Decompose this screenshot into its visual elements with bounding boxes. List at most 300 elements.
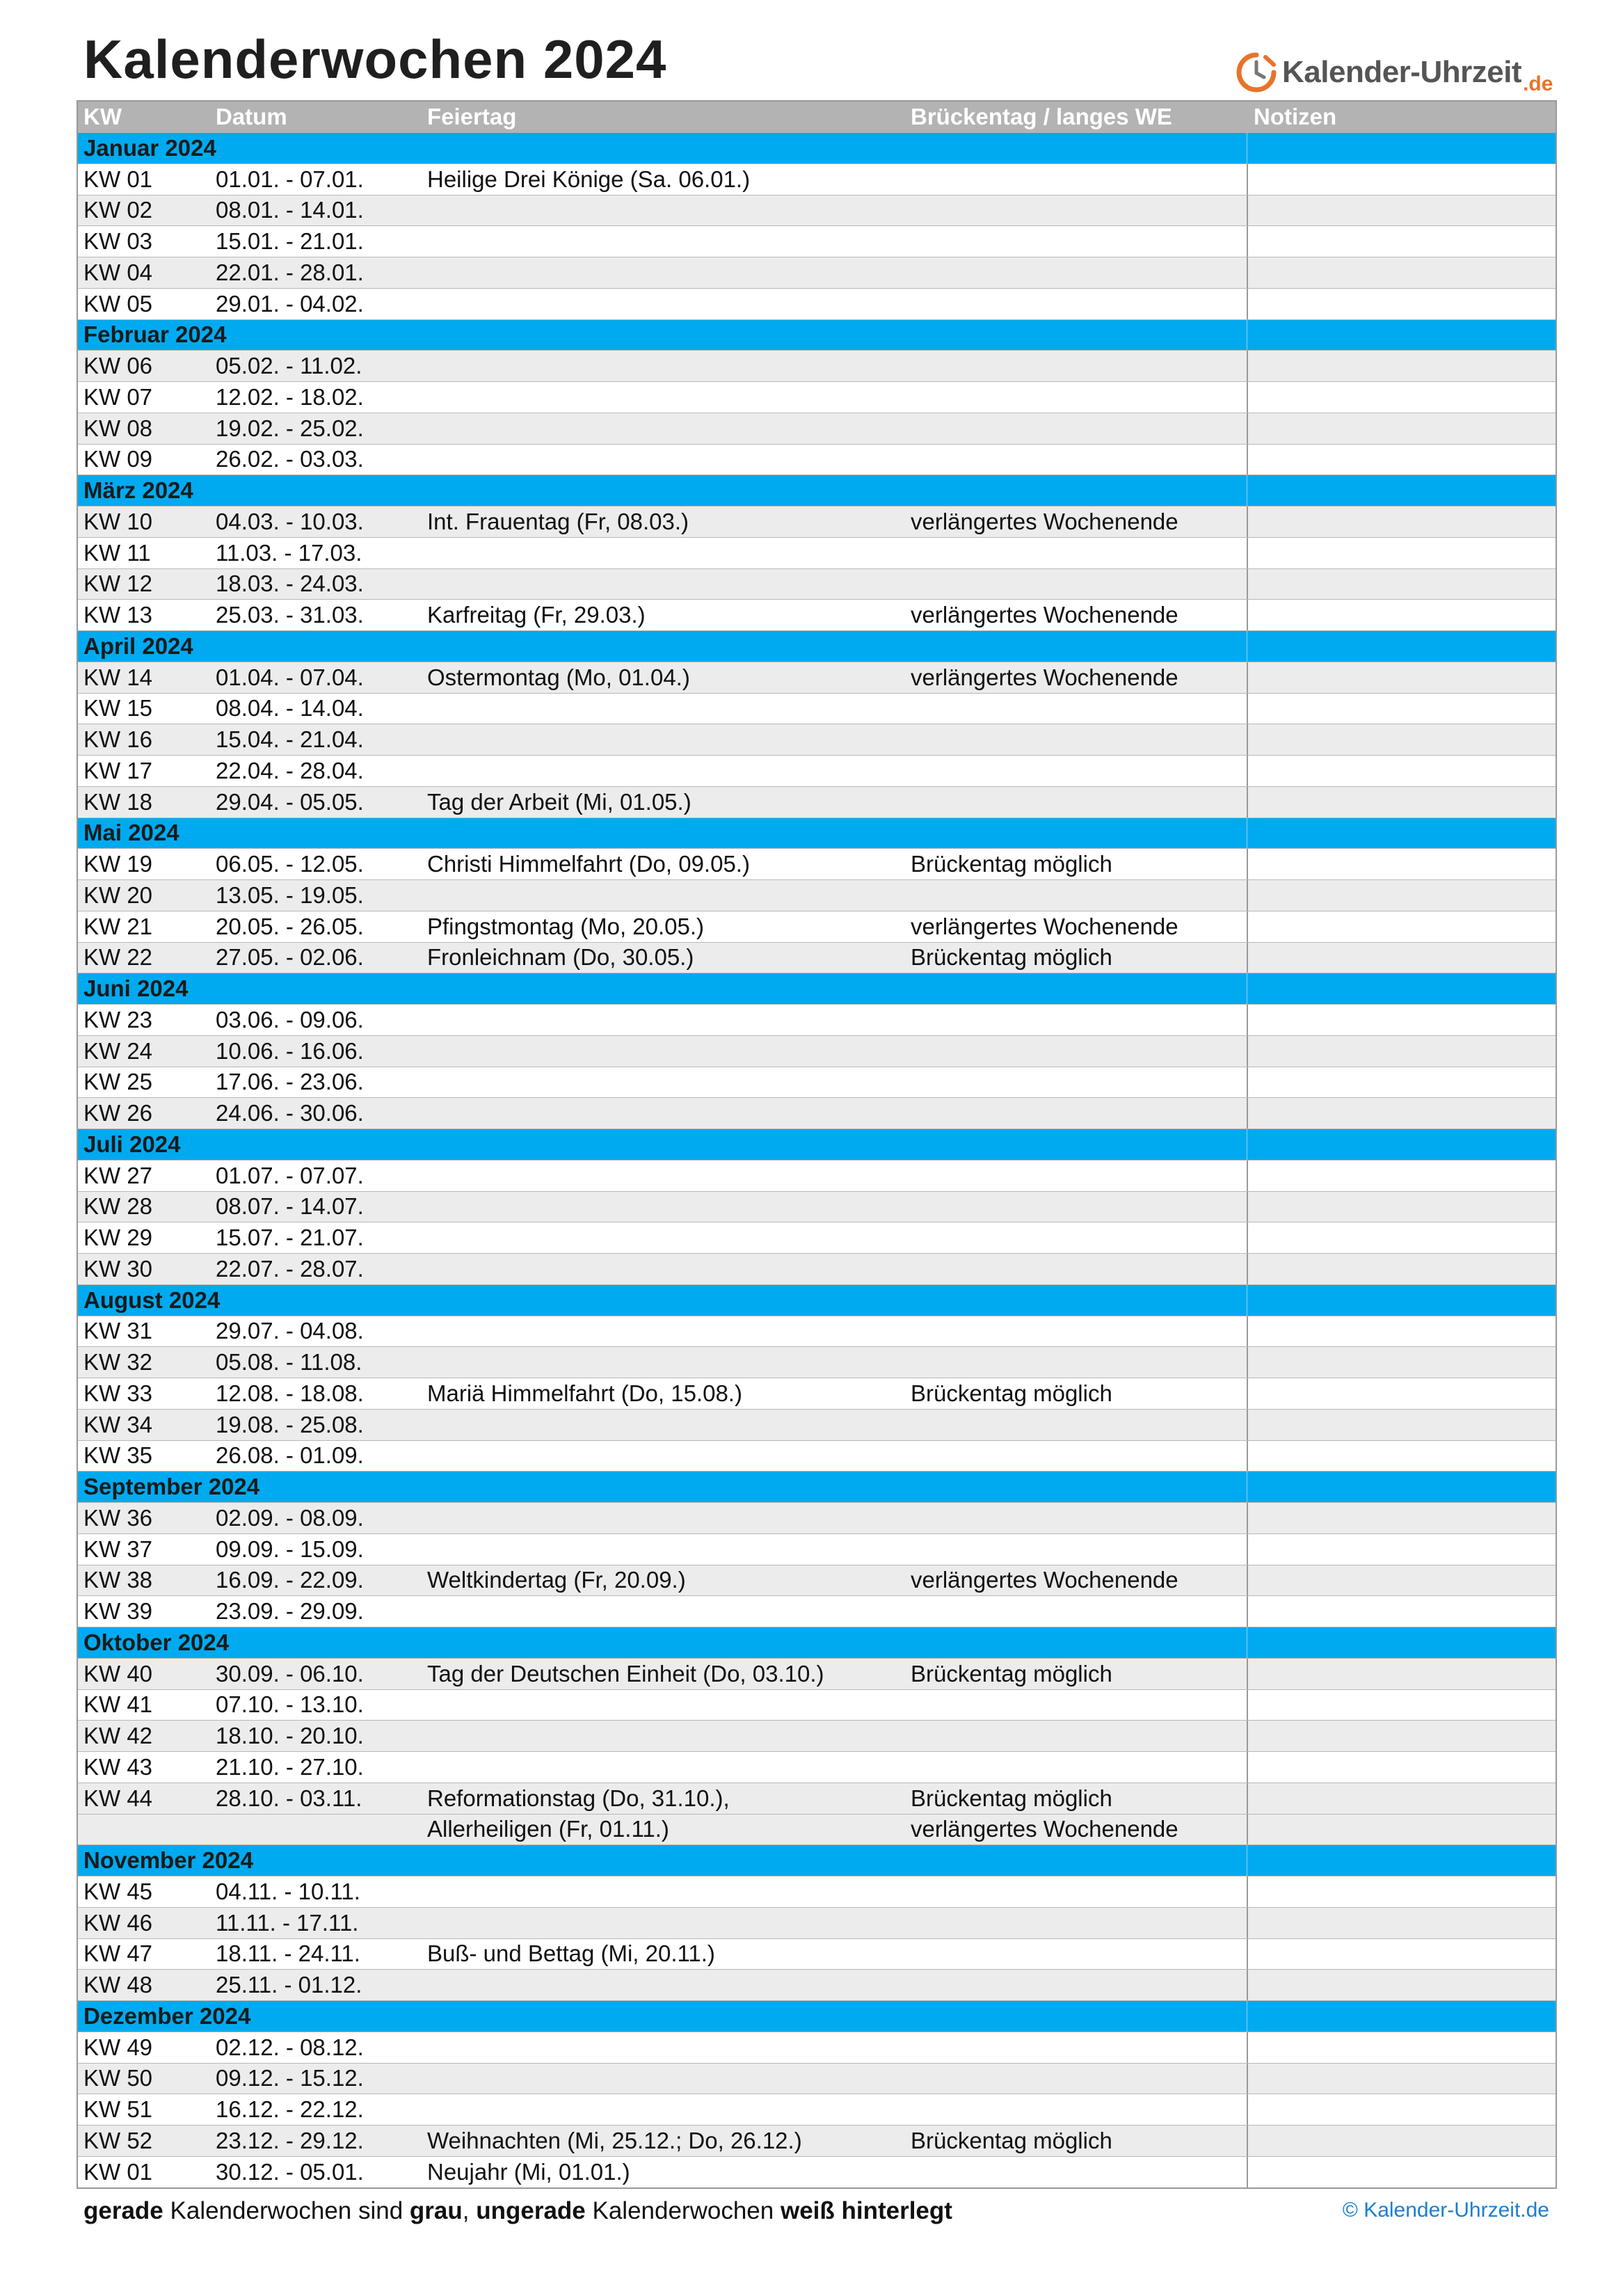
notes-cell xyxy=(1247,631,1556,662)
week-number: KW 18 xyxy=(83,788,153,815)
week-number: KW 25 xyxy=(83,1069,153,1095)
month-band xyxy=(78,1627,1556,1658)
week-number: KW 42 xyxy=(83,1723,153,1749)
table-row xyxy=(78,1876,1556,1907)
week-number: KW 07 xyxy=(83,383,153,410)
holiday-cell: Weltkindertag (Fr, 20.09.) xyxy=(427,1567,686,1593)
notes-cell[interactable] xyxy=(1247,1815,1556,1845)
week-number: KW 30 xyxy=(83,1255,153,1282)
holiday-cell: Heilige Drei Könige (Sa. 06.01.) xyxy=(427,166,751,192)
table-row xyxy=(78,1222,1556,1253)
month-band xyxy=(78,475,1556,506)
table-row xyxy=(78,1316,1556,1347)
bridge-day-cell: Brückentag möglich xyxy=(911,1380,1112,1406)
notes-cell[interactable] xyxy=(1247,2126,1556,2156)
week-number: KW 52 xyxy=(83,2127,153,2153)
copyright-link[interactable]: © Kalender-Uhrzeit.de xyxy=(1342,2199,1549,2222)
notes-cell[interactable] xyxy=(1247,880,1556,911)
table-row xyxy=(78,1067,1556,1098)
bridge-day-cell: verlängertes Wochenende xyxy=(911,913,1178,939)
holiday-cell: Pfingstmontag (Mo, 20.05.) xyxy=(427,913,705,939)
table-row xyxy=(78,662,1556,693)
notes-cell[interactable] xyxy=(1247,724,1556,755)
date-range: 13.05. - 19.05. xyxy=(216,882,364,908)
notes-cell[interactable] xyxy=(1247,1970,1556,2000)
bridge-day-cell: verlängertes Wochenende xyxy=(911,1816,1178,1842)
date-range: 21.10. - 27.10. xyxy=(216,1753,364,1780)
week-number: KW 01 xyxy=(83,2158,153,2185)
notes-cell[interactable] xyxy=(1247,164,1556,195)
week-number: KW 09 xyxy=(83,446,153,472)
page-title: Kalenderwochen 2024 xyxy=(83,29,667,90)
notes-cell[interactable] xyxy=(1247,1410,1556,1440)
notes-cell[interactable] xyxy=(1247,1067,1556,1098)
table-row xyxy=(78,786,1556,818)
notes-cell[interactable] xyxy=(1247,1005,1556,1035)
week-number: KW 08 xyxy=(83,415,153,441)
notes-cell[interactable] xyxy=(1247,538,1556,568)
table-row xyxy=(78,1720,1556,1751)
notes-cell[interactable] xyxy=(1247,2157,1556,2187)
week-number: KW 44 xyxy=(83,1785,153,1811)
table-row xyxy=(78,1533,1556,1565)
date-range: 02.09. - 08.09. xyxy=(216,1504,364,1531)
month-label: November 2024 xyxy=(83,1847,253,1874)
month-band xyxy=(78,132,1556,164)
date-range: 18.10. - 20.10. xyxy=(216,1723,364,1749)
date-range: 22.01. - 28.01. xyxy=(216,259,364,285)
month-band xyxy=(78,630,1556,662)
week-number: KW 21 xyxy=(83,913,153,939)
week-number: KW 40 xyxy=(83,1660,153,1687)
month-label: Oktober 2024 xyxy=(83,1629,230,1655)
notes-cell[interactable] xyxy=(1247,445,1556,475)
table-row xyxy=(78,693,1556,724)
date-range: 11.03. - 17.03. xyxy=(216,539,362,566)
month-band xyxy=(78,818,1556,849)
table-row xyxy=(78,1595,1556,1627)
notes-cell[interactable] xyxy=(1247,289,1556,319)
date-range: 15.01. - 21.01. xyxy=(216,228,364,255)
week-number: KW 04 xyxy=(83,259,153,285)
month-band xyxy=(78,2000,1556,2032)
notes-cell[interactable] xyxy=(1247,1596,1556,1627)
table-row xyxy=(78,506,1556,537)
date-range: 01.04. - 07.04. xyxy=(216,664,364,690)
header-kw: KW xyxy=(83,104,122,129)
date-range: 02.12. - 08.12. xyxy=(216,2034,364,2060)
table-row xyxy=(78,413,1556,444)
notes-cell[interactable] xyxy=(1247,1659,1556,1689)
month-label: März 2024 xyxy=(83,477,193,504)
date-range: 23.12. - 29.12. xyxy=(216,2127,364,2153)
legend-text-2: , xyxy=(462,2197,477,2224)
week-number: KW 45 xyxy=(83,1878,153,1904)
week-number: KW 06 xyxy=(83,353,153,379)
notes-cell[interactable] xyxy=(1247,1503,1556,1533)
notes-cell[interactable] xyxy=(1247,911,1556,942)
date-range: 23.09. - 29.09. xyxy=(216,1598,364,1625)
table-row xyxy=(78,724,1556,755)
week-number: KW 46 xyxy=(83,1909,153,1936)
holiday-cell: Tag der Deutschen Einheit (Do, 03.10.) xyxy=(427,1660,824,1687)
notes-cell xyxy=(1247,475,1556,506)
table-row xyxy=(78,537,1556,568)
table-row xyxy=(78,288,1556,319)
notes-cell[interactable] xyxy=(1247,351,1556,381)
holiday-cell: Reformationstag (Do, 31.10.), xyxy=(427,1785,730,1811)
month-label: September 2024 xyxy=(83,1474,260,1500)
table-row xyxy=(78,2094,1556,2125)
week-number: KW 23 xyxy=(83,1006,153,1033)
table-row xyxy=(78,1346,1556,1378)
notes-cell xyxy=(1247,1129,1556,1160)
bridge-day-cell: Brückentag möglich xyxy=(911,1660,1112,1687)
date-range: 04.11. - 10.11. xyxy=(216,1878,360,1904)
holiday-cell: Weihnachten (Mi, 25.12.; Do, 26.12.) xyxy=(427,2127,802,2153)
date-range: 20.05. - 26.05. xyxy=(216,913,364,939)
notes-cell[interactable] xyxy=(1247,694,1556,724)
week-number: KW 02 xyxy=(83,197,153,223)
notes-cell[interactable] xyxy=(1247,1192,1556,1222)
week-number: KW 22 xyxy=(83,944,153,971)
week-number: KW 39 xyxy=(83,1598,153,1625)
table-row xyxy=(78,1035,1556,1067)
table-row xyxy=(78,1440,1556,1472)
date-range: 25.11. - 01.12. xyxy=(216,1972,362,1998)
date-range: 28.10. - 03.11. xyxy=(216,1785,362,1811)
table-row xyxy=(78,1502,1556,1533)
table-row xyxy=(78,1565,1556,1596)
table-row xyxy=(78,1907,1556,1938)
bridge-day-cell: Brückentag möglich xyxy=(911,851,1112,877)
date-range: 08.04. - 14.04. xyxy=(216,695,364,722)
legend-text-3: Kalenderwochen xyxy=(585,2197,781,2224)
notes-cell[interactable] xyxy=(1247,257,1556,288)
month-band xyxy=(78,1471,1556,1502)
logo-text: Kalender-Uhrzeit xyxy=(1282,55,1522,89)
legend-white: weiß hinterlegt xyxy=(780,2197,952,2224)
holiday-cell: Ostermontag (Mo, 01.04.) xyxy=(427,664,690,690)
notes-cell[interactable] xyxy=(1247,507,1556,537)
date-range: 08.07. - 14.07. xyxy=(216,1193,364,1220)
week-number: KW 36 xyxy=(83,1504,153,1531)
table-row xyxy=(78,1004,1556,1035)
month-label: Dezember 2024 xyxy=(83,2002,251,2029)
week-number: KW 13 xyxy=(83,602,153,628)
holiday-cell: Allerheiligen (Fr, 01.11.) xyxy=(427,1816,669,1842)
date-range: 29.01. - 04.02. xyxy=(216,290,364,317)
notes-cell[interactable] xyxy=(1247,2094,1556,2125)
table-row xyxy=(78,1969,1556,2000)
table-row xyxy=(78,1689,1556,1721)
date-range: 17.06. - 23.06. xyxy=(216,1069,364,1095)
header-holiday: Feiertag xyxy=(427,104,517,129)
date-range: 22.04. - 28.04. xyxy=(216,757,364,783)
table-row xyxy=(78,257,1556,288)
date-range: 04.03. - 10.03. xyxy=(216,508,364,534)
week-number: KW 27 xyxy=(83,1162,153,1188)
date-range: 18.11. - 24.11. xyxy=(216,1940,360,1967)
date-range: 10.06. - 16.06. xyxy=(216,1037,364,1064)
date-range: 01.01. - 07.01. xyxy=(216,166,364,192)
week-number: KW 29 xyxy=(83,1225,153,1251)
week-number: KW 43 xyxy=(83,1753,153,1780)
date-range: 27.05. - 02.06. xyxy=(216,944,364,971)
holiday-cell: Int. Frauentag (Fr, 08.03.) xyxy=(427,508,689,534)
header-date: Datum xyxy=(216,104,287,129)
date-range: 11.11. - 17.11. xyxy=(216,1909,359,1936)
date-range: 26.08. - 01.09. xyxy=(216,1442,364,1469)
week-number: KW 32 xyxy=(83,1349,153,1376)
notes-cell[interactable] xyxy=(1247,226,1556,257)
notes-cell[interactable] xyxy=(1247,1876,1556,1907)
notes-cell[interactable] xyxy=(1247,1347,1556,1378)
week-number: KW 01 xyxy=(83,166,153,192)
notes-cell xyxy=(1247,818,1556,849)
date-range: 30.12. - 05.01. xyxy=(216,2158,364,2185)
date-range: 25.03. - 31.03. xyxy=(216,602,364,628)
bridge-day-cell: Brückentag möglich xyxy=(911,944,1112,971)
date-range: 15.04. - 21.04. xyxy=(216,726,364,753)
date-range: 22.07. - 28.07. xyxy=(216,1255,364,1282)
bridge-day-cell: verlängertes Wochenende xyxy=(911,602,1178,628)
holiday-cell: Buß- und Bettag (Mi, 20.11.) xyxy=(427,1940,715,1967)
month-label: Februar 2024 xyxy=(83,321,227,348)
notes-cell[interactable] xyxy=(1247,196,1556,226)
notes-cell xyxy=(1247,133,1556,164)
date-range: 24.06. - 30.06. xyxy=(216,1100,364,1126)
week-number: KW 50 xyxy=(83,2065,153,2091)
notes-cell[interactable] xyxy=(1247,1316,1556,1347)
month-label: Juni 2024 xyxy=(83,975,189,1002)
notes-cell[interactable] xyxy=(1247,849,1556,879)
clock-logo-icon xyxy=(1235,51,1278,94)
week-number: KW 49 xyxy=(83,2034,153,2060)
table-row xyxy=(78,1160,1556,1191)
legend-text-1: Kalenderwochen sind xyxy=(163,2197,410,2224)
month-band xyxy=(78,1844,1556,1876)
week-number: KW 17 xyxy=(83,757,153,783)
table-row xyxy=(78,1658,1556,1689)
week-number: KW 03 xyxy=(83,228,153,255)
table-row xyxy=(78,381,1556,413)
notes-cell[interactable] xyxy=(1247,1161,1556,1191)
table-header xyxy=(78,100,1556,132)
notes-cell[interactable] xyxy=(1247,569,1556,600)
notes-cell[interactable] xyxy=(1247,1222,1556,1253)
legend-even: gerade xyxy=(83,2197,163,2224)
table-row xyxy=(78,848,1556,879)
date-range: 26.02. - 03.03. xyxy=(216,446,364,472)
week-number: KW 37 xyxy=(83,1536,153,1562)
table-row xyxy=(78,1814,1556,1845)
notes-cell[interactable] xyxy=(1247,413,1556,444)
holiday-cell: Tag der Arbeit (Mi, 01.05.) xyxy=(427,788,691,815)
date-range: 12.08. - 18.08. xyxy=(216,1380,364,1406)
notes-cell xyxy=(1247,1472,1556,1502)
week-number: KW 24 xyxy=(83,1037,153,1064)
calendar-weeks-table xyxy=(77,100,1557,2189)
date-range: 09.12. - 15.12. xyxy=(216,2065,364,2091)
notes-cell[interactable] xyxy=(1247,1690,1556,1721)
table-row xyxy=(78,225,1556,257)
notes-cell[interactable] xyxy=(1247,1783,1556,1814)
month-band xyxy=(78,319,1556,351)
notes-cell[interactable] xyxy=(1247,1565,1556,1596)
notes-cell[interactable] xyxy=(1247,787,1556,818)
table-row xyxy=(78,568,1556,600)
notes-cell xyxy=(1247,973,1556,1004)
holiday-cell: Fronleichnam (Do, 30.05.) xyxy=(427,944,694,971)
month-label: Mai 2024 xyxy=(83,820,179,846)
table-row xyxy=(78,2156,1556,2187)
week-number: KW 33 xyxy=(83,1380,153,1406)
date-range: 30.09. - 06.10. xyxy=(216,1660,364,1687)
month-label: Juli 2024 xyxy=(83,1131,181,1157)
week-number: KW 47 xyxy=(83,1940,153,1967)
week-number: KW 35 xyxy=(83,1442,153,1469)
date-range: 29.04. - 05.05. xyxy=(216,788,364,815)
week-number: KW 12 xyxy=(83,571,153,597)
table-row xyxy=(78,164,1556,195)
notes-cell[interactable] xyxy=(1247,1378,1556,1409)
week-number: KW 51 xyxy=(83,2096,153,2123)
table-row xyxy=(78,599,1556,630)
date-range: 16.09. - 22.09. xyxy=(216,1567,364,1593)
week-number: KW 28 xyxy=(83,1193,153,1220)
table-row xyxy=(78,911,1556,942)
week-number: KW 05 xyxy=(83,290,153,317)
date-range: 16.12. - 22.12. xyxy=(216,2096,364,2123)
week-number: KW 41 xyxy=(83,1691,153,1718)
table-row xyxy=(78,2125,1556,2156)
date-range: 19.08. - 25.08. xyxy=(216,1411,364,1437)
notes-cell[interactable] xyxy=(1247,1939,1556,1970)
week-number: KW 16 xyxy=(83,726,153,753)
table-row xyxy=(78,1097,1556,1129)
date-range: 05.02. - 11.02. xyxy=(216,353,362,379)
month-label: Januar 2024 xyxy=(83,134,216,161)
week-number: KW 11 xyxy=(83,539,151,566)
date-range: 03.06. - 09.06. xyxy=(216,1006,364,1033)
site-logo[interactable] xyxy=(1235,39,1553,106)
date-range: 12.02. - 18.02. xyxy=(216,383,364,410)
holiday-cell: Neujahr (Mi, 01.01.) xyxy=(427,2158,630,2185)
bridge-day-cell: Brückentag möglich xyxy=(911,2127,1112,2153)
legend-grey: grau xyxy=(409,2197,463,2224)
notes-cell[interactable] xyxy=(1247,382,1556,413)
notes-cell[interactable] xyxy=(1247,1254,1556,1284)
notes-cell[interactable] xyxy=(1247,1908,1556,1938)
week-number: KW 15 xyxy=(83,695,153,722)
notes-cell[interactable] xyxy=(1247,2032,1556,2063)
notes-cell[interactable] xyxy=(1247,756,1556,786)
notes-cell xyxy=(1247,320,1556,351)
table-row xyxy=(78,195,1556,226)
table-row xyxy=(78,879,1556,911)
notes-cell xyxy=(1247,2001,1556,2032)
legend-note xyxy=(83,2197,952,2225)
date-range: 19.02. - 25.02. xyxy=(216,415,364,441)
month-band xyxy=(78,1284,1556,1316)
bridge-day-cell: Brückentag möglich xyxy=(911,1785,1112,1811)
legend-odd: ungerade xyxy=(476,2197,586,2224)
month-label: April 2024 xyxy=(83,632,193,659)
holiday-cell: Mariä Himmelfahrt (Do, 15.08.) xyxy=(427,1380,742,1406)
week-number: KW 31 xyxy=(83,1318,153,1344)
notes-cell[interactable] xyxy=(1247,1441,1556,1472)
date-range: 29.07. - 04.08. xyxy=(216,1318,364,1344)
table-row xyxy=(78,1938,1556,1970)
header-notes: Notizen xyxy=(1254,104,1337,129)
date-range: 07.10. - 13.10. xyxy=(216,1691,364,1718)
date-range: 09.09. - 15.09. xyxy=(216,1536,364,1562)
date-range: 05.08. - 11.08. xyxy=(216,1349,362,1376)
notes-cell[interactable] xyxy=(1247,1098,1556,1129)
table-row xyxy=(78,444,1556,475)
week-number: KW 48 xyxy=(83,1972,153,1998)
table-body xyxy=(78,132,1556,2187)
table-row xyxy=(78,1253,1556,1284)
date-range: 08.01. - 14.01. xyxy=(216,197,364,223)
table-row xyxy=(78,2063,1556,2094)
week-number: KW 19 xyxy=(83,851,153,877)
table-row xyxy=(78,1783,1556,1814)
week-number: KW 34 xyxy=(83,1411,153,1437)
notes-cell[interactable] xyxy=(1247,943,1556,973)
bridge-day-cell: verlängertes Wochenende xyxy=(911,664,1178,690)
notes-cell[interactable] xyxy=(1247,662,1556,693)
holiday-cell: Christi Himmelfahrt (Do, 09.05.) xyxy=(427,851,750,877)
month-band xyxy=(78,1129,1556,1160)
table-row xyxy=(78,1191,1556,1222)
week-number: KW 38 xyxy=(83,1567,153,1593)
notes-cell[interactable] xyxy=(1247,600,1556,630)
month-band xyxy=(78,973,1556,1004)
table-row xyxy=(78,942,1556,973)
table-row xyxy=(78,1378,1556,1409)
week-number: KW 14 xyxy=(83,664,153,690)
notes-cell[interactable] xyxy=(1247,2064,1556,2094)
week-number: KW 26 xyxy=(83,1100,153,1126)
notes-cell[interactable] xyxy=(1247,1721,1556,1751)
notes-cell[interactable] xyxy=(1247,1752,1556,1783)
month-label: August 2024 xyxy=(83,1286,221,1313)
bridge-day-cell: verlängertes Wochenende xyxy=(911,508,1178,534)
notes-cell[interactable] xyxy=(1247,1534,1556,1565)
notes-cell xyxy=(1247,1845,1556,1876)
bridge-day-cell: verlängertes Wochenende xyxy=(911,1567,1178,1593)
date-range: 06.05. - 12.05. xyxy=(216,851,364,877)
notes-cell xyxy=(1247,1627,1556,1658)
notes-cell xyxy=(1247,1285,1556,1316)
table-row xyxy=(78,755,1556,786)
date-range: 18.03. - 24.03. xyxy=(216,571,364,597)
notes-cell[interactable] xyxy=(1247,1036,1556,1067)
table-row xyxy=(78,1409,1556,1440)
header-bridge: Brückentag / langes WE xyxy=(911,104,1172,129)
week-number: KW 10 xyxy=(83,508,153,534)
table-row xyxy=(78,1751,1556,1783)
date-range: 15.07. - 21.07. xyxy=(216,1225,364,1251)
week-number: KW 20 xyxy=(83,882,153,908)
logo-tld: .de xyxy=(1523,72,1553,95)
table-row xyxy=(78,2032,1556,2063)
holiday-cell: Karfreitag (Fr, 29.03.) xyxy=(427,602,646,628)
date-range: 01.07. - 07.07. xyxy=(216,1162,364,1188)
table-row xyxy=(78,350,1556,381)
